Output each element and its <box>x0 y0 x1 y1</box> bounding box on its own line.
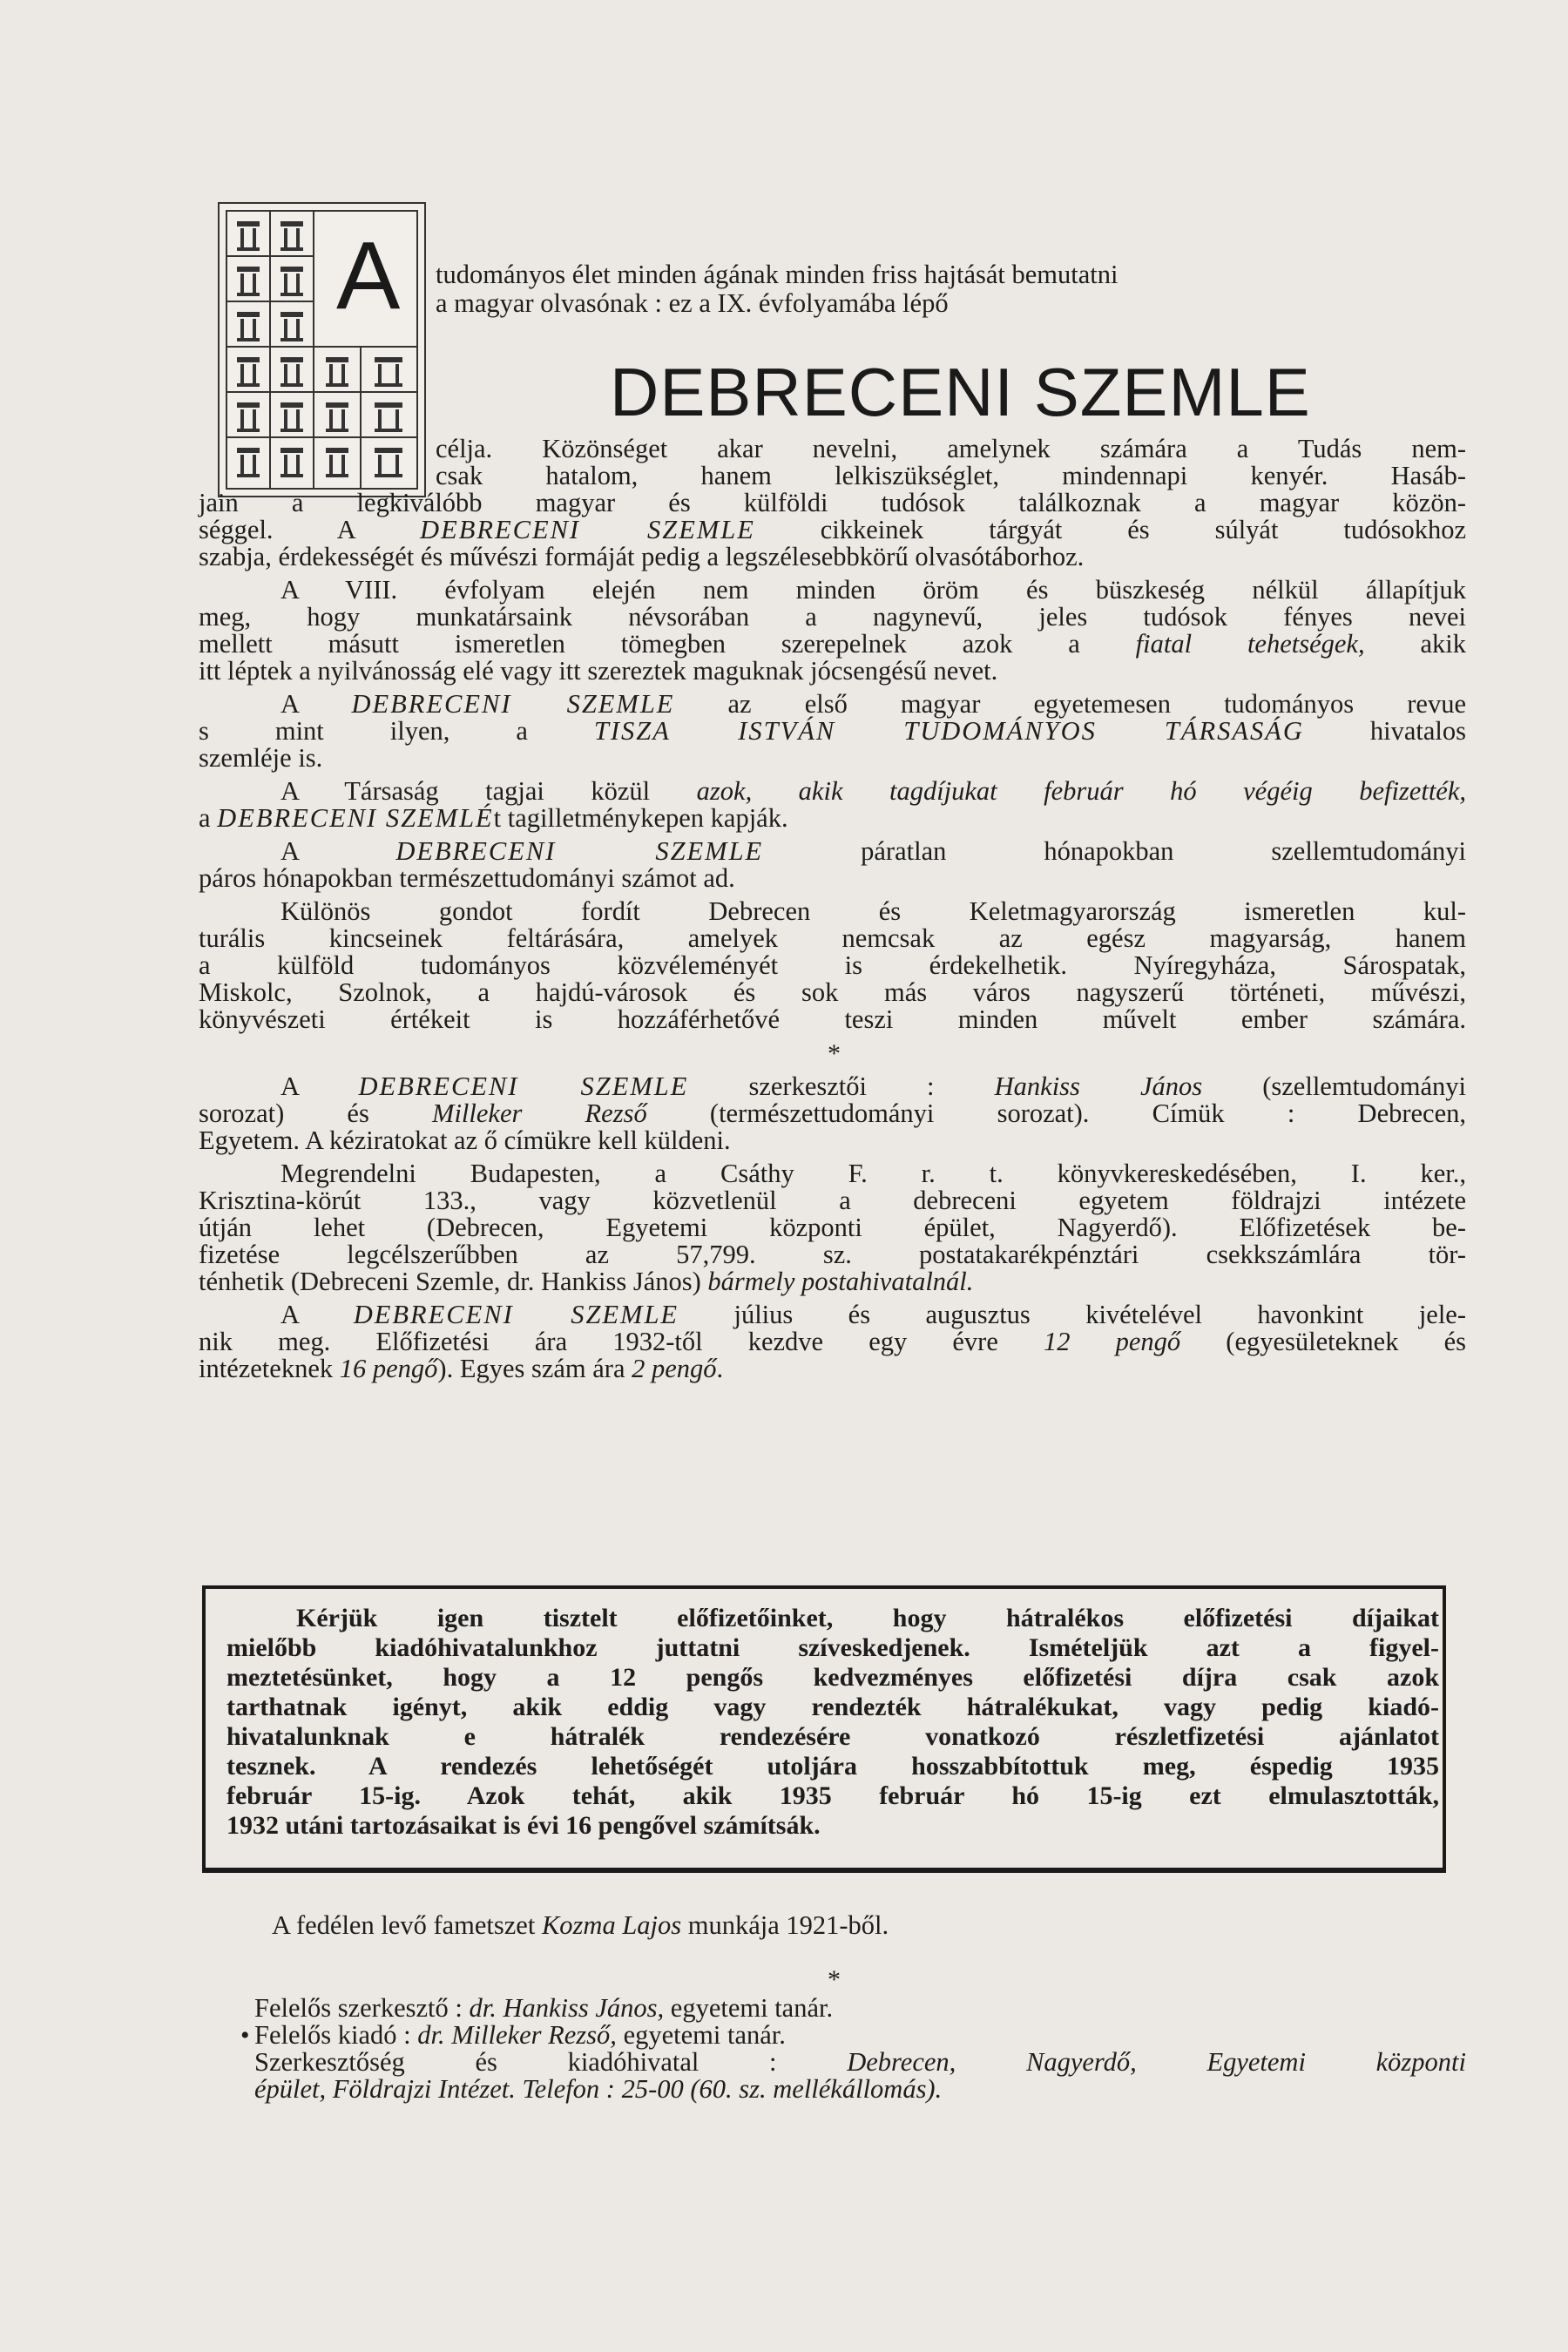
p-szerk-line-1: A DEBRECENI SZEMLE szerkesztői : Hankiss János (szellemtudományi <box>280 1071 1467 1101</box>
intro-line-5: jain a legkiválóbb magyar és külföldi tudósok találkoznak a magyar közön- <box>199 488 1466 517</box>
p-viii-line-1: A VIII. évfolyam elején nem minden öröm és büszkeség nélkül állapítjuk <box>280 575 1466 605</box>
intro-line-3: célja. Közönséget akar nevelni, amelynek számára a Tudás nem- <box>436 434 1466 463</box>
p-kulonos-line-5: könyvészeti értékeit is hozzáférhetővé teszi minden művelt ember számára. <box>199 1004 1466 1034</box>
section-separator-star-2: * <box>828 1965 841 1994</box>
p-kulonos-line-2: turális kincseinek feltárására, amelyek nemcsak az egész magyarság, hanem <box>199 923 1466 953</box>
p-szerk-line-3: Egyetem. A kéziratokat az ő címükre kell küldeni. <box>199 1125 731 1155</box>
p-viii-line-3: mellett másutt ismeretlen tömegben szerepelnek azok a fiatal tehetségek, akik <box>199 629 1466 659</box>
colophon-publisher: Felelős kiadó : dr. Milleker Rezső, egyetemi tanár. <box>254 2020 786 2050</box>
p-szerk-line-2: sorozat) és Milleker Rezső (természettudományi sorozat). Címük : Debrecen, <box>199 1098 1467 1128</box>
intro-line-1: tudományos élet minden ágának minden friss hajtását bemutatni <box>436 260 1119 289</box>
notice-line-3: meztetésünket, hogy a 12 pengős kedvezményes előfizetési díjra csak azok <box>226 1663 1439 1692</box>
p-tagdij-line-1: A Társaság tagjai közül azok, akik tagdíjukat február hó végéig befizették, <box>280 776 1466 806</box>
intro-line-4: csak hatalom, hanem lelkiszükséglet, mindennapi kenyér. Hasáb- <box>436 461 1466 490</box>
intro-line-6: séggel. A DEBRECENI SZEMLE cikkeinek tárgyát és súlyát tudósokhoz <box>199 515 1466 544</box>
p-kulonos-line-4: Miskolc, Szolnok, a hajdú-városok és sok más város nagyszerű történeti, művészi, <box>199 977 1466 1007</box>
woodcut-credit: A fedélen levő fametszet Kozma Lajos munkája 1921-ből. <box>272 1910 889 1940</box>
p-megrend-line-2: Krisztina-körút 133., vagy közvetlenül a debreceni egyetem földrajzi intézete <box>199 1186 1466 1215</box>
p-revue-line-1: A DEBRECENI SZEMLE az első magyar egyetemesen tudományos revue <box>280 689 1466 719</box>
colophon-bullet: • <box>240 2021 250 2050</box>
intro-line-2: a magyar olvasónak : ez a IX. évfolyamába lépő <box>436 288 949 318</box>
p-megrend-line-4: fizetése legcélszerűbben az 57,799. sz. postatakarékpénztári csekkszámlára tör- <box>199 1240 1466 1269</box>
p-kulonos-line-3: a külföld tudományos közvéleményét is érdekelhetik. Nyíregyháza, Sárospatak, <box>199 950 1466 980</box>
p-tagdij-line-2: a DEBRECENI SZEMLÉt tagilletménykepen kapják. <box>199 803 788 833</box>
p-kulonos-line-1: Különös gondot fordít Debrecen és Keletmagyarország ismeretlen kul- <box>280 896 1466 926</box>
notice-line-1: Kérjük igen tisztelt előfizetőinket, hogy hátralékos előfizetési díjaikat <box>296 1604 1439 1632</box>
p-revue-line-2: s mint ilyen, a TISZA ISTVÁN TUDOMÁNYOS TÁRSASÁG hivatalos <box>199 716 1466 746</box>
colophon-office-line-1: Szerkesztőség és kiadóhivatal : Debrecen, Nagyerdő, Egyetemi központi <box>254 2047 1466 2077</box>
p-megrend-line-3: útján lehet (Debrecen, Egyetemi központi épület, Nagyerdő). Előfizetések be- <box>199 1213 1466 1242</box>
colophon-editor: Felelős szerkesztő : dr. Hankiss János, egyetemi tanár. <box>254 1993 834 2023</box>
p-julius-line-2: nik meg. Előfizetési ára 1932-től kezdve egy évre 12 pengő (egyesületeknek és <box>199 1327 1466 1356</box>
initial-letter: A <box>336 222 401 329</box>
masthead-title: DEBRECENI SZEMLE <box>610 354 1311 430</box>
p-megrend-line-1: Megrendelni Budapesten, a Csáthy F. r. t. könyvkereskedésében, I. ker., <box>280 1159 1466 1188</box>
notice-line-7: február 15-ig. Azok tehát, akik 1935 február hó 15-ig ezt elmulasztották, <box>226 1781 1439 1810</box>
intro-line-7: szabja, érdekességét és művészi formáját pedig a legszélesebbkörű olvasótáborhoz. <box>199 542 1085 571</box>
colophon-office-line-2: épület, Földrajzi Intézet. Telefon : 25-00 (60. sz. mellékállomás). <box>254 2074 943 2104</box>
p-viii-line-2: meg, hogy munkatársaink névsorában a nagynevű, jeles tudósok fényes nevei <box>199 602 1466 632</box>
p-revue-line-3: szemléje is. <box>199 743 323 773</box>
p-julius-line-3: intézeteknek 16 pengő). Egyes szám ára 2 pengő. <box>199 1354 724 1383</box>
notice-line-2: mielőbb kiadóhivatalunkhoz juttatni szíveskedjenek. Ismételjük azt a figyel- <box>226 1633 1439 1662</box>
p-paratlan-line-2: páros hónapokban természettudományi számot ad. <box>199 863 735 893</box>
notice-line-4: tarthatnak igényt, akik eddig vagy rendezték hátralékukat, vagy pedig kiadó- <box>226 1693 1439 1721</box>
notice-line-8: 1932 utáni tartozásaikat is évi 16 pengővel számítsák. <box>226 1811 821 1840</box>
notice-line-5: hivatalunknak e hátralék rendezésére vonatkozó részletfizetési ajánlatot <box>226 1722 1439 1751</box>
p-paratlan-line-1: A DEBRECENI SZEMLE páratlan hónapokban szellemtudományi <box>280 836 1467 866</box>
notice-line-6: tesznek. A rendezés lehetőségét utoljára hosszabbítottuk meg, éspedig 1935 <box>226 1752 1439 1781</box>
p-viii-line-4: itt léptek a nyilvánosság elé vagy itt szereztek maguknak jócsengésű nevet. <box>199 656 998 686</box>
p-megrend-line-5: ténhetik (Debreceni Szemle, dr. Hankiss János) bármely postahivatalnál. <box>199 1267 974 1296</box>
p-julius-line-1: A DEBRECENI SZEMLE július és augusztus kivételével havonkint jele- <box>280 1300 1467 1329</box>
section-separator-star: * <box>828 1039 841 1068</box>
